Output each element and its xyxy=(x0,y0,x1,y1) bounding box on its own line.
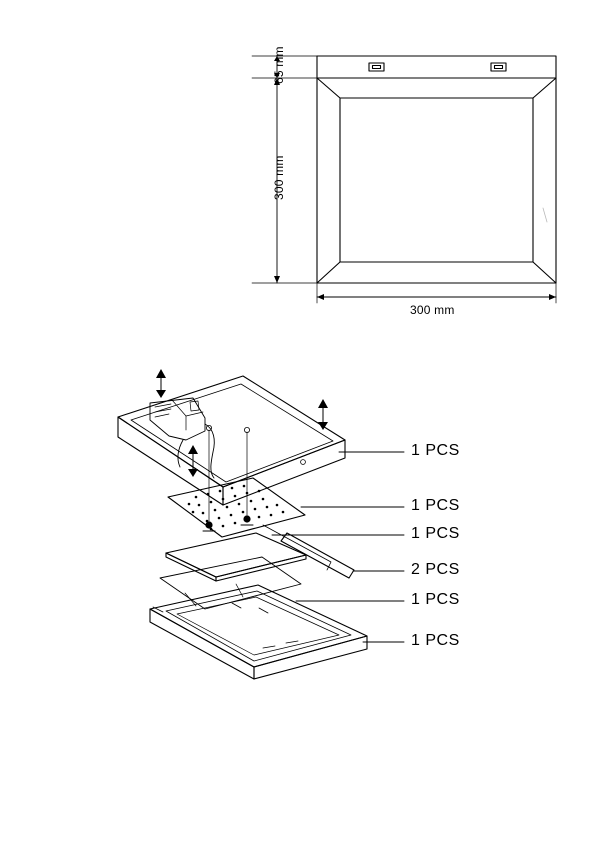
part-bottom-cover xyxy=(150,585,367,679)
qty-label-frame-housing: 1 PCS xyxy=(411,442,460,459)
qty-label-led-pcb-board: 1 PCS xyxy=(411,497,460,514)
qty-label-bottom-cover: 1 PCS xyxy=(411,632,460,649)
top-view-panel xyxy=(317,56,556,283)
dimension-label-65mm: 65 mm xyxy=(272,46,286,84)
part-frame-housing xyxy=(118,369,345,505)
qty-label-diffuser-plates: 2 PCS xyxy=(411,561,460,578)
part-reflector-sheet xyxy=(166,533,306,581)
part-diffuser-plates xyxy=(263,525,354,578)
dimension-lines xyxy=(252,56,556,303)
dimension-label-300mm-horizontal: 300 mm xyxy=(410,303,455,317)
qty-label-reflector-sheet: 1 PCS xyxy=(411,525,460,542)
qty-label-light-guide-plate: 1 PCS xyxy=(411,591,460,608)
dimension-label-300mm-vertical: 300 mm xyxy=(272,155,286,200)
